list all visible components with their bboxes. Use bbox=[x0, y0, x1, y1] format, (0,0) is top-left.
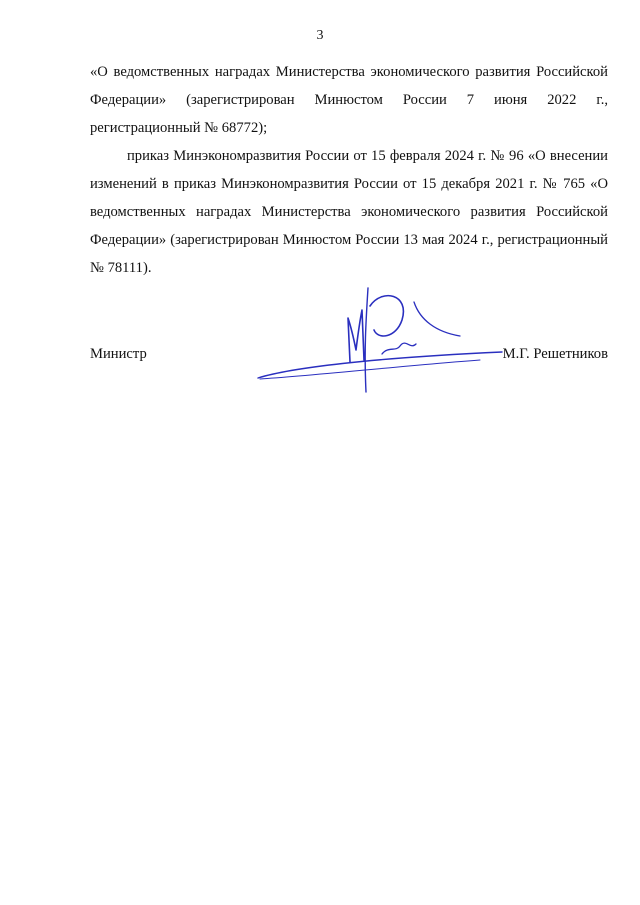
signature-stem bbox=[365, 288, 368, 392]
signature-underline-stroke bbox=[258, 352, 502, 378]
signature-flourish bbox=[414, 302, 460, 336]
signature-loop bbox=[370, 296, 403, 336]
signatory-position: Министр bbox=[90, 346, 147, 362]
paragraph-order-reference: приказ Минэкономразвития России от 15 февраля 2024 г. № 96 «О внесении изменений в приказ Минэкономразвития России от 15 декабря 2021 г. № 765 «О ведомственных наградах Министерства экономического развития Российской Федерации» (зарегистрирован Минюстом России 13 мая 2024 г., регистрационный № 78111). bbox=[90, 148, 608, 276]
page-number: 3 bbox=[316, 28, 324, 43]
signature-tail bbox=[382, 343, 416, 354]
signature-letter-m bbox=[348, 310, 364, 362]
signatory-name: М.Г. Решетников bbox=[502, 346, 608, 362]
handwritten-signature bbox=[250, 280, 510, 400]
paragraph-continuation: «О ведомственных наградах Министерства экономического развития Российской Федерации» (зарегистрирован Минюстом России 7 июня 2022 г., регистрационный № 68772); bbox=[90, 64, 608, 136]
